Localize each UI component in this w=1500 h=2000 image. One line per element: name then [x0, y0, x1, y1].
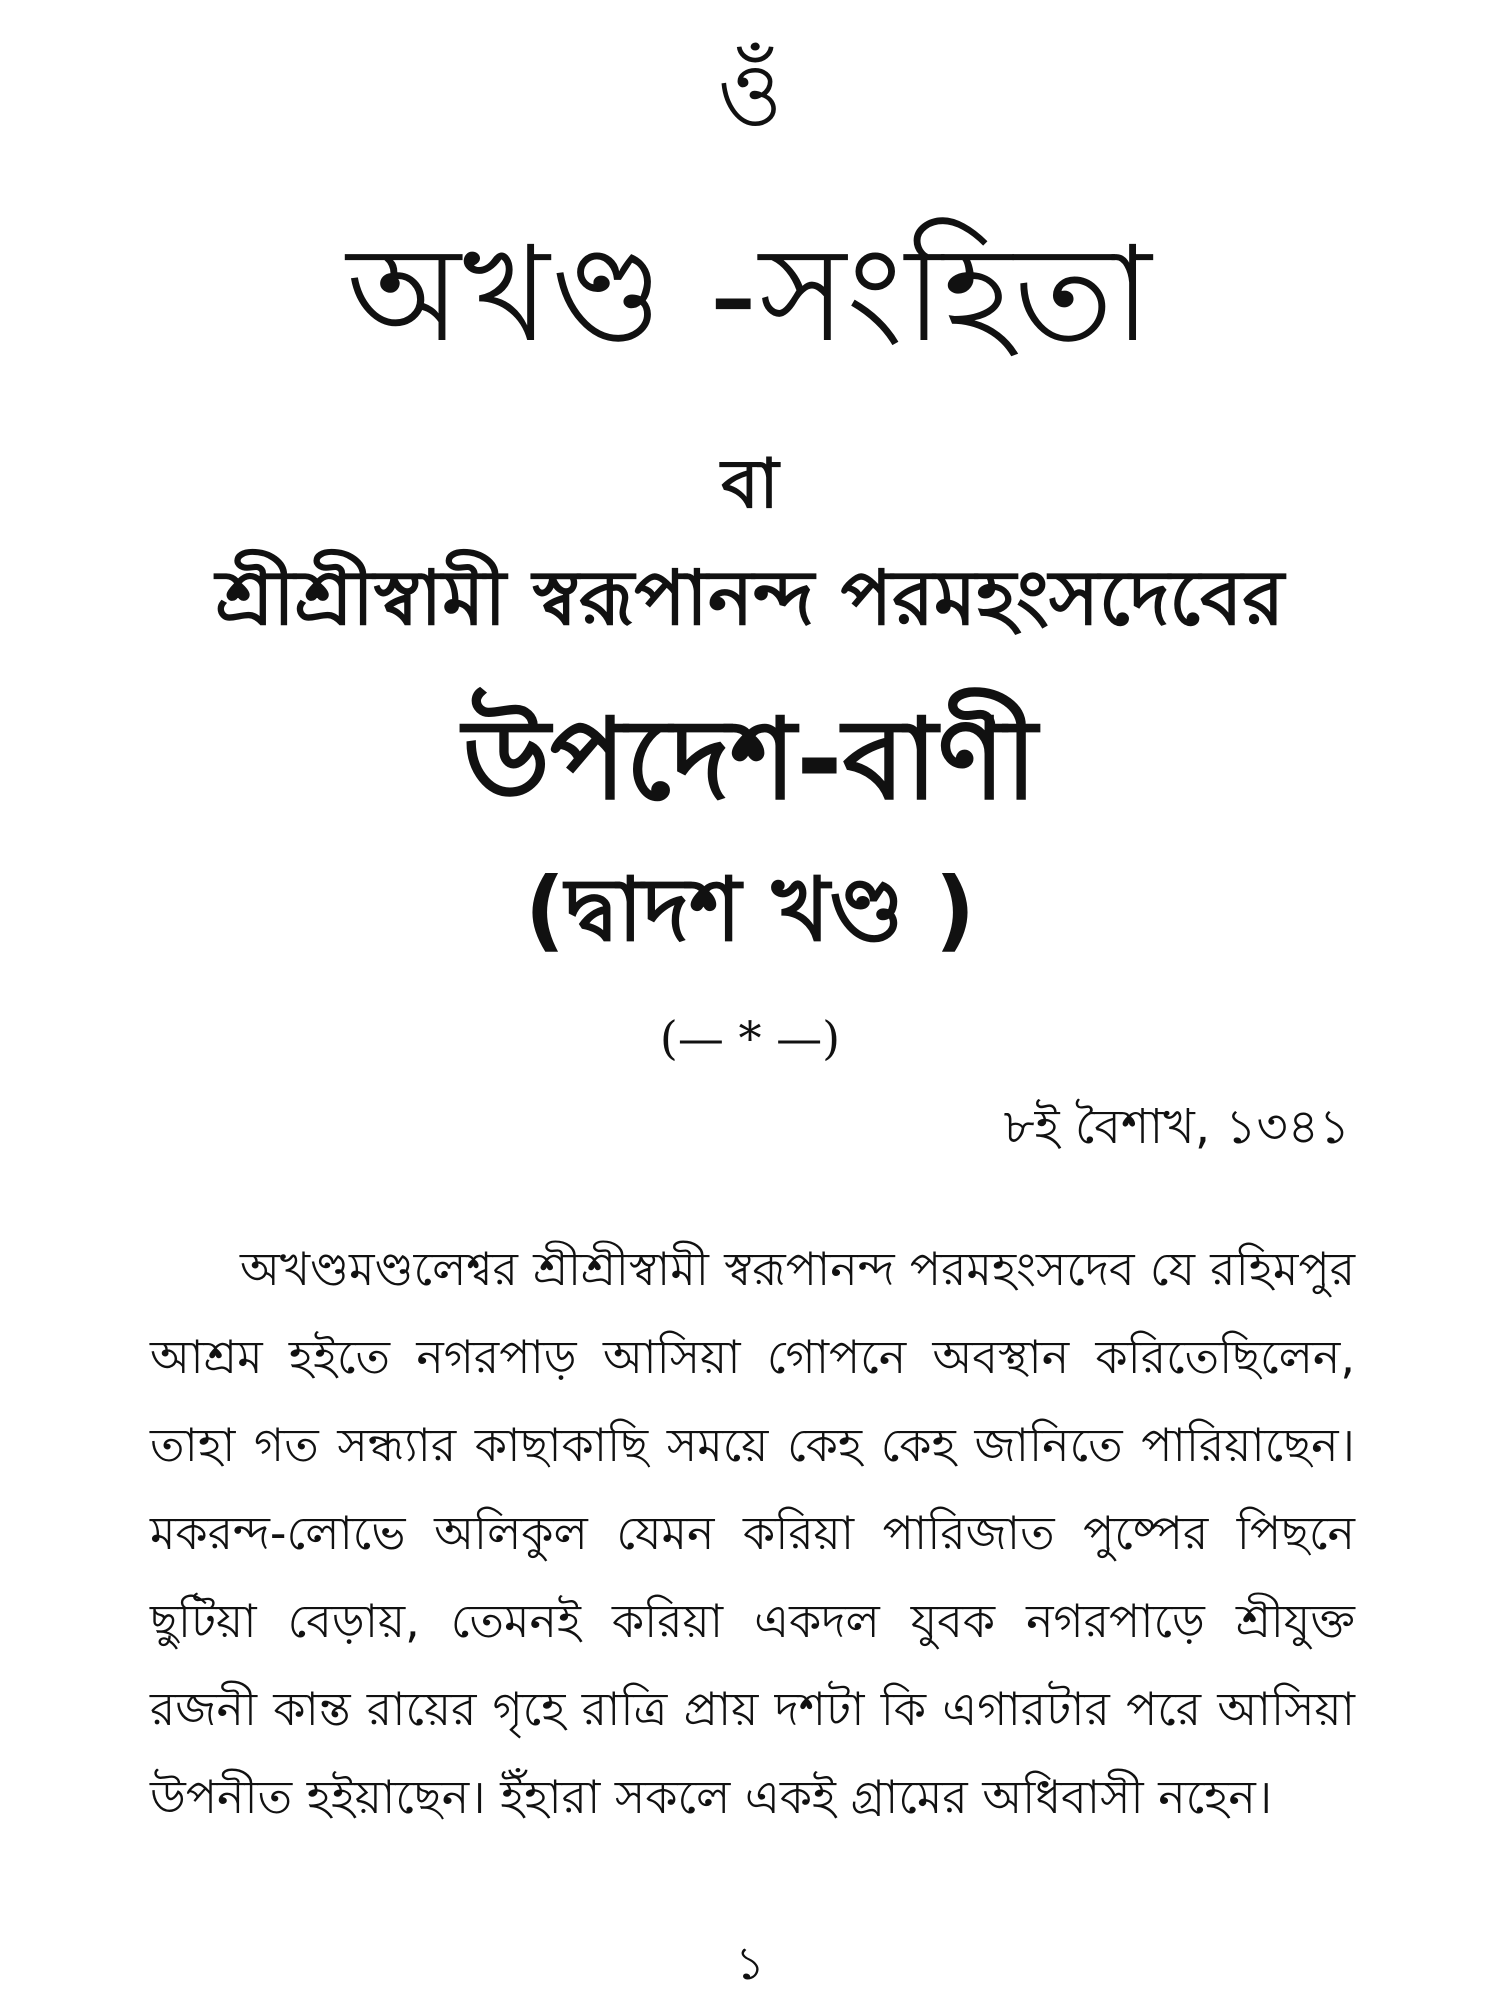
separator: (— * —): [659, 1011, 841, 1065]
book-subtitle: শ্রীশ্রীস্বামী স্বরূপানন্দ পরমহংসদেবের: [215, 553, 1285, 642]
page-number: ১: [735, 1936, 765, 1990]
title-connector: বা: [721, 445, 779, 524]
entry-date: ৮ই বৈশাখ, ১৩৪১: [1003, 1099, 1350, 1155]
body-paragraph: অখণ্ডমণ্ডলেশ্বর শ্রীশ্রীস্বামী স্বরূপানন্দ পরমহংসদেব যে রহিমপুর আশ্রম হইতে নগরপাড় আসিয়া গোপনে অবস্থান করিতেছিলেন, তাহা গত সন্ধ্যার কাছাকাছি সময়ে কেহ কেহ জানিতে পারিয়াছেন। মকরন্দ-লোভে অলিকুল যেমন করিয়া পারিজাত পুষ্পের পিছনে ছুটিয়া বেড়ায়, তেমনই করিয়া একদল যুবক নগরপাড়ে শ্রীযুক্ত রজনী কান্ত রায়ের গৃহে রাত্রি প্রায় দশটা কি এগারটার পরে আসিয়া উপনীত হইয়াছেন। ইঁহারা সকলে একই গ্রামের অধিবাসী নহেন।: [150, 1242, 1355, 1824]
upadesh-heading: উপদেশ-বাণী: [462, 695, 1038, 825]
volume-label: (দ্বাদশ খণ্ড ): [524, 858, 976, 961]
om-symbol: ওঁ: [717, 43, 783, 146]
book-title: অখণ্ড -সংহিতা: [346, 218, 1154, 372]
